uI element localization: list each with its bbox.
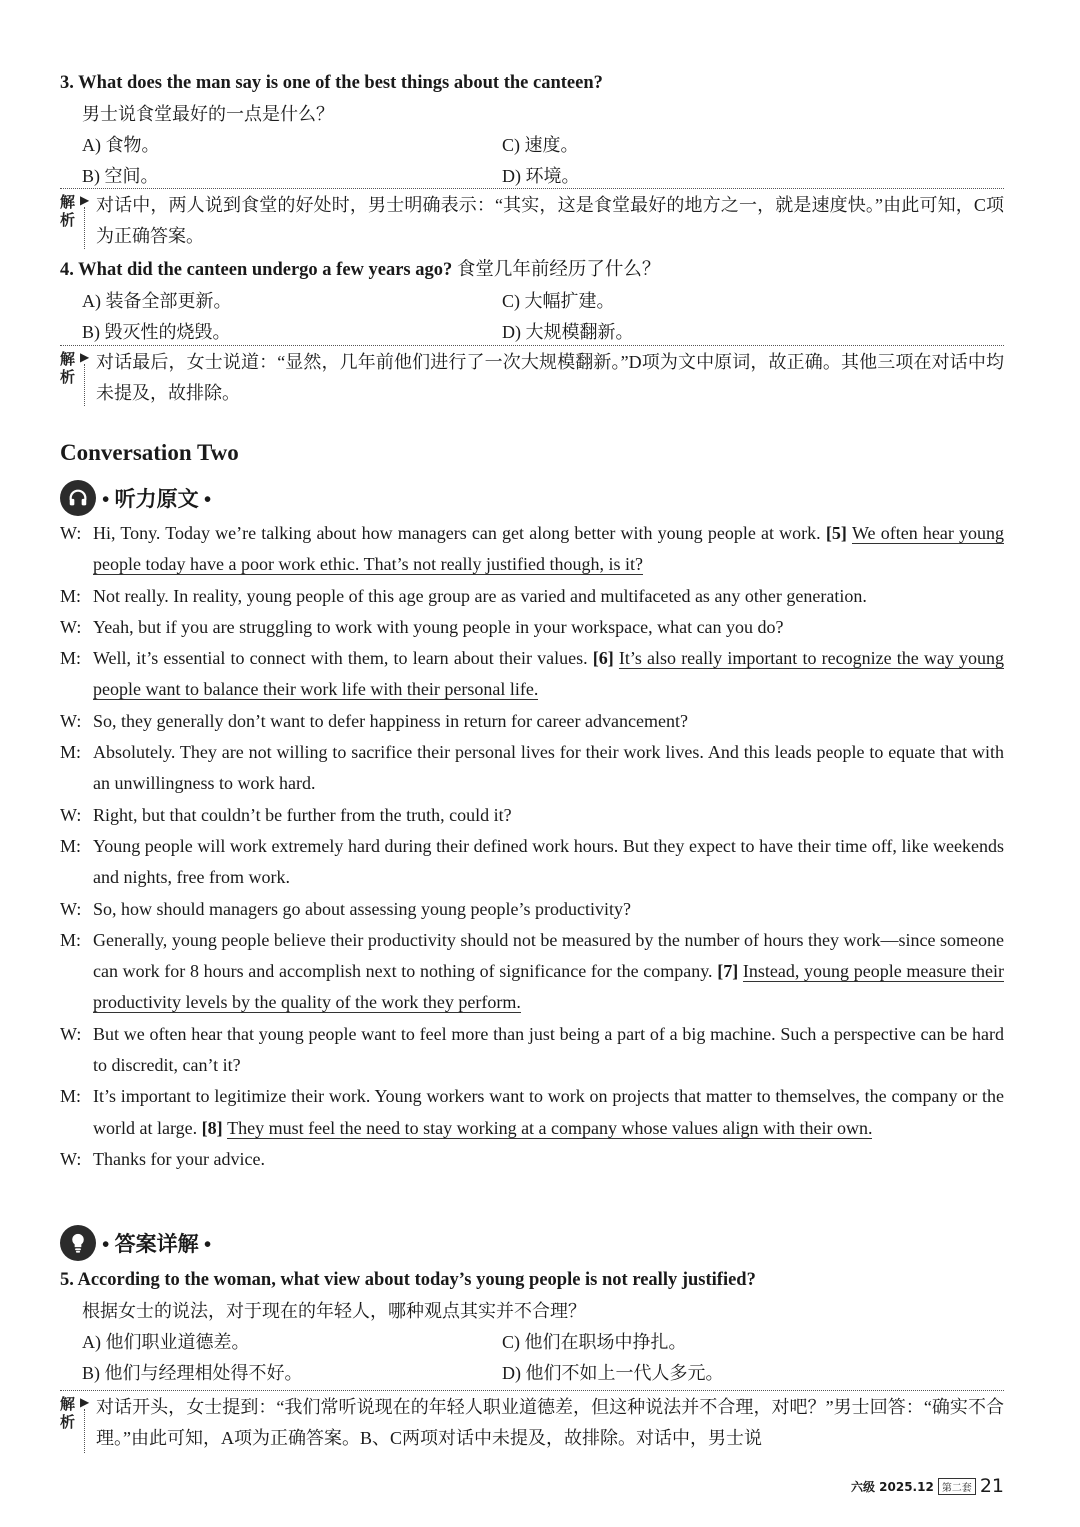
text-span: Generally, young people believe their productivity should not be measured by the number of hours they work—since someone can work for 8 hours and accomplish next to nothing of significance for the company. [93,929,1004,982]
speaker-label: W: [60,1148,82,1169]
listening-header [60,480,211,516]
question-3-options [60,130,1004,192]
turn-text [93,518,1004,581]
dialogue-turn [60,643,1004,706]
answer-header [60,1225,211,1261]
page-footer [851,1475,1004,1497]
option-b: B) 他们与经理相处得不好。 [82,1363,303,1383]
dotted-divider [84,364,85,406]
option-c: C) 他们在职场中挣扎。 [502,1332,687,1352]
turn-text [93,1081,1004,1144]
speaker-label: M: [60,742,82,763]
question-5-title: 5. According to the woman, what view about today’s young people is not really justified? [60,1270,756,1290]
text-span: Not really. In reality, young people of this age group are as varied and multifaceted as any other generation. [93,585,867,606]
question-marker: [7] [717,961,743,982]
option-a: A) 装备全部更新。 [82,291,232,311]
arrow-icon: ▶ [80,350,90,364]
text-span: But we often hear that young people want to feel more than just being a part of a big machine. Such a perspective can be hard to discredit, can’t it? [93,1023,1004,1076]
question-3-zh: 男士说食堂最好的一点是什么？ [82,104,334,124]
issue-badge: 第二套 [938,1478,976,1495]
text-span: Right, but that couldn’t be further from the truth, could it? [93,804,512,825]
turn-text [93,1144,1004,1175]
turn-text [93,737,1004,800]
question-marker: [8] [201,1117,228,1138]
text-span: Hi, Tony. Today we’re talking about how managers can get along better with young people at work. [93,523,826,543]
speaker-label: W: [60,710,82,731]
section-title: Conversation Two [60,440,239,465]
analysis-3 [60,188,1004,253]
speaker-label: M: [60,929,82,950]
question-5 [60,1265,1004,1389]
turn-text [93,643,1004,706]
listening-header-text: • 听力原文 • [102,487,212,511]
speaker-label: M: [60,1086,82,1107]
dialogue-turn [60,1019,1004,1082]
turn-text [93,894,1004,925]
question-4-zh: 食堂几年前经历了什么？ [456,260,661,280]
speaker-label: M: [60,585,82,606]
underlined-answer: Instead, young people measure their productivity levels by the quality of the work they perform. [93,961,1004,1013]
dialogue-turn [60,925,1004,1019]
arrow-icon: ▶ [80,193,90,207]
text-span: It’s important to legitimize their work. Young workers want to work on projects that matter to themselves, the company or the world at large. [93,1086,1004,1138]
text-span: Yeah, but if you are struggling to work with young people in your workspace, what can you do? [93,616,784,637]
underlined-answer: They must feel the need to stay working at a company whose values align with their own. [227,1117,873,1138]
lightbulb-icon [60,1225,96,1261]
dialogue-turn [60,831,1004,894]
speaker-label: W: [60,1023,82,1044]
dotted-divider [84,207,85,249]
question-4-title: 4. What did the canteen undergo a few years ago? 食堂几年前经历了什么？ [60,260,661,280]
speaker-label: W: [60,523,82,543]
turn-text [93,706,1004,737]
page-number: 21 [979,1475,1004,1497]
speaker-label: M: [60,835,82,856]
dialogue-turn [60,581,1004,612]
analysis-3-text: 对话中，两人说到食堂的好处时，男士明确表示：“其实，这是食堂最好的地方之一，就是速度快。”由此可知，C项为正确答案。 [96,195,1004,246]
dialogue-turn [60,706,1004,737]
question-marker: [6] [592,648,619,669]
speaker-label: W: [60,616,82,637]
dialogue-turn [60,800,1004,831]
turn-text [93,581,1004,612]
turn-text [93,1019,1004,1082]
question-marker: [5] [825,523,852,543]
analysis-5-text: 对话开头，女士提到：“我们常听说现在的年轻人职业道德差，但这种说法并不合理，对吧？”男士回答：“确实不合理。”由此可知，A项为正确答案。B、C两项对话中未提及，故排除。对话中，男士说 [96,1397,1004,1448]
exam-level: 六级 2025.12 [850,1479,934,1494]
turn-text [93,800,1004,831]
analysis-label: 解析 [60,1395,76,1431]
speaker-label: W: [60,804,82,825]
text-span: Well, it’s essential to connect with them, to learn about their values. [93,648,593,669]
option-d: D) 他们不如上一代人多元。 [502,1363,724,1383]
option-a: A) 食物。 [82,135,160,155]
analysis-label: 解析 [60,350,76,386]
dialogue-turn [60,518,1004,581]
question-4 [60,255,1004,348]
question-3-title: 3. What does the man say is one of the best things about the canteen? [60,73,603,93]
question-5-zh: 根据女士的说法，对于现在的年轻人，哪种观点其实并不合理？ [82,1301,586,1321]
arrow-icon: ▶ [80,1395,90,1409]
dialogue-turn [60,737,1004,800]
answer-header-text: • 答案详解 • [102,1232,212,1256]
option-b: B) 空间。 [82,166,159,186]
text-span: Absolutely. They are not willing to sacrifice their personal lives for their work lives. And this leads people to equate that with an unwillingness to work hard. [93,742,1004,794]
speaker-label: M: [60,648,82,669]
dialogue-transcript [60,518,1004,1175]
text-span: So, they generally don’t want to defer happiness in return for career advancement? [93,710,688,731]
option-b: B) 毁灭性的烧毁。 [82,322,231,342]
turn-text [93,612,1004,643]
option-d: D) 大规模翻新。 [502,322,634,342]
question-4-options [60,286,1004,348]
dialogue-turn [60,894,1004,925]
underlined-answer: We often hear young people today have a poor work ethic. That’s not really justified though, is it? [93,523,1004,575]
headphones-icon [60,480,96,516]
option-c: C) 速度。 [502,135,579,155]
text-span: So, how should managers go about assessing young people’s productivity? [93,898,631,919]
text-span: Young people will work extremely hard during their defined work hours. But they expect to have their time off, like weekends and nights, free from work. [93,835,1004,888]
underlined-answer: It’s also really important to recognize the way young people want to balance their work life with their personal life. [93,648,1004,700]
text-span: Thanks for your advice. [93,1148,265,1169]
option-d: D) 环境。 [502,166,580,186]
question-3 [60,68,1004,192]
option-c: C) 大幅扩建。 [502,291,615,311]
dotted-divider [84,1409,85,1453]
analysis-5 [60,1390,1004,1457]
dialogue-turn [60,612,1004,643]
turn-text [93,831,1004,894]
speaker-label: W: [60,898,82,919]
question-5-options [60,1327,1004,1389]
turn-text [93,925,1004,1019]
option-a: A) 他们职业道德差。 [82,1332,250,1352]
analysis-4 [60,345,1004,410]
dialogue-turn [60,1144,1004,1175]
analysis-label: 解析 [60,193,76,229]
dialogue-turn [60,1081,1004,1144]
analysis-4-text: 对话最后，女士说道：“显然，几年前他们进行了一次大规模翻新。”D项为文中原词，故正确。其他三项在对话中均未提及，故排除。 [96,352,1004,403]
